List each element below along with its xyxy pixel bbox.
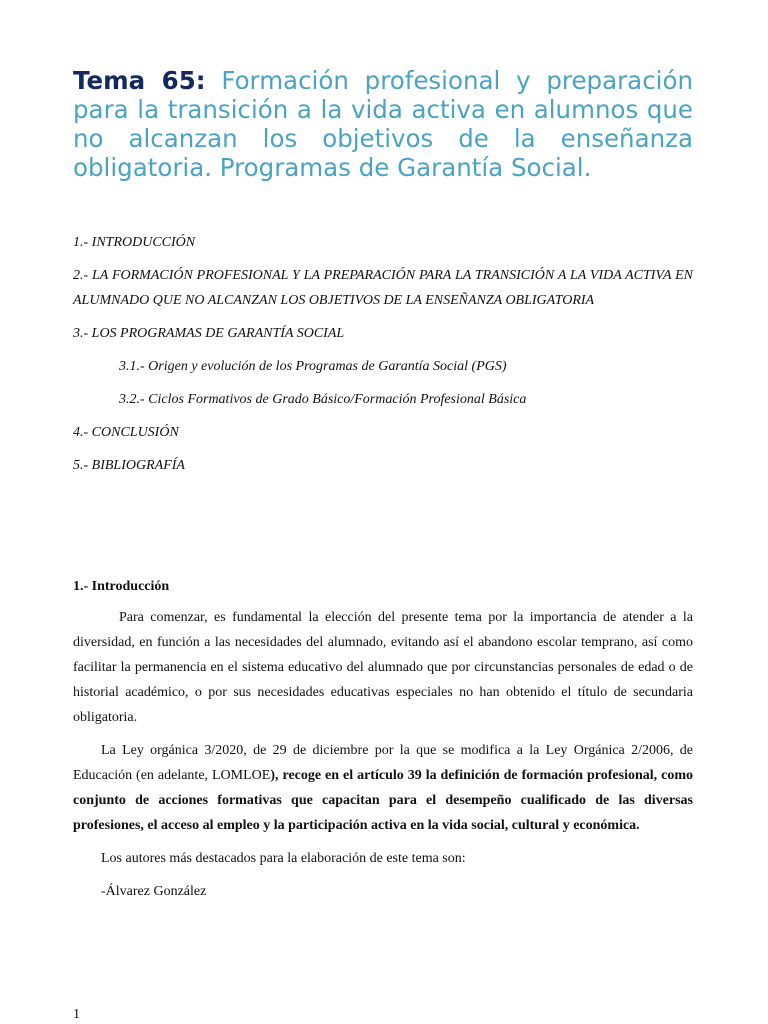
paragraph-intro-3: Los autores más destacados para la elaboración de este tema son: [101,851,466,866]
toc-subitem-origen-evolucion: 3.1.- Origen y evolución de los Programas de Garantía Social (PGS) [119,359,507,374]
section-heading: 1.- Introducción [73,579,170,594]
paragraph-intro-4: -Álvarez González [101,884,207,899]
toc-item-formacion-profesional: 2.- LA FORMACIÓN PROFESIONAL Y LA PREPARACIÓN PARA LA TRANSICIÓN A LA VIDA ACTIVA EN ALUMNADO QUE NO ALCANZAN LOS OBJETIVOS DE LA ENSEÑANZA OBLIGATORIA [73,268,693,308]
toc-item-programas-garantia-social: 3.- LOS PROGRAMAS DE GARANTÍA SOCIAL [73,326,345,341]
title-text: Formación profesional y preparación para la transición a la vida activa en alumnos que no alcanzan los objetivos de la enseñanza obligatoria. Programas de Garantía Social. [73,66,693,182]
table-of-contents [73,230,693,486]
document-title [73,66,693,182]
title-prefix: Tema 65: [73,66,206,95]
toc-subitem-ciclos-formativos: 3.2.- Ciclos Formativos de Grado Básico/Formación Profesional Básica [119,392,527,407]
paragraph-intro-2 [73,738,693,838]
paragraph-intro-2-part-a: La Ley orgánica 3/2020, de 29 de diciembre por la que se modifica a la Ley Orgánica 2/2006, de Educación (en adelante, LOMLOE [73,743,693,783]
page-number: 1 [73,1007,80,1022]
toc-item-bibliografia: 5.- BIBLIOGRAFÍA [73,458,185,473]
toc-item-introduccion: 1.- INTRODUCCIÓN [73,235,196,250]
paragraph-intro-1: Para comenzar, es fundamental la elección del presente tema por la importancia de atender a la diversidad, en función a las necesidades del alumnado, evitando así el abandono escolar temprano, así como facilitar la permanencia en el sistema educativo del alumnado que por circunstancias personales de edad o de historial académico, o por sus necesidades educativas especiales no han obtenido el título de secundaria obligatoria. [73,610,693,725]
section-introduccion [73,574,693,912]
toc-item-conclusion: 4.- CONCLUSIÓN [73,425,179,440]
paragraph-intro-2-part-b: ), recoge en el artículo 39 la definición de formación profesional, como conjunto de acciones formativas que capacitan para el desempeño cualificado de las diversas profesiones, el acceso al empleo y la participación activa en la vida social, cultural y económica. [73,768,693,833]
